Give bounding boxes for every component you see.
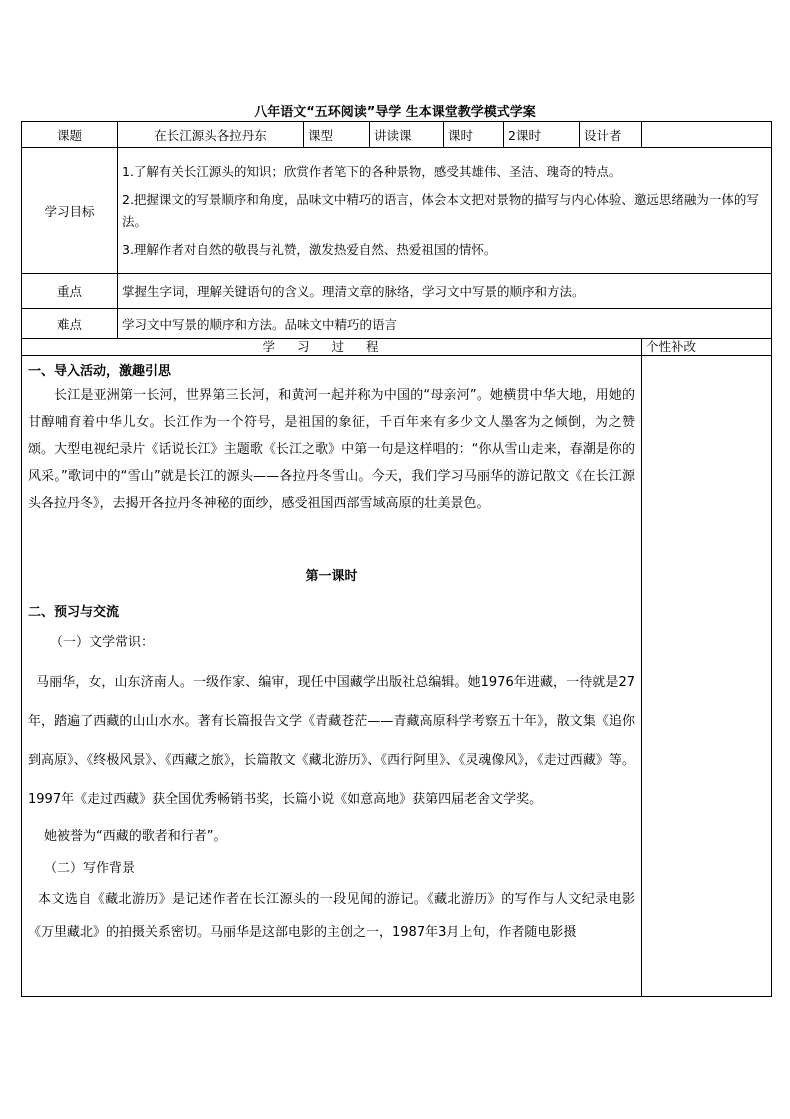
goals-cell: [118, 148, 772, 274]
process-content-row: [22, 356, 772, 997]
topic-label: 课题: [22, 122, 118, 148]
subsection-title: （一）文学常识：: [50, 635, 155, 650]
process-header-row: [22, 339, 772, 356]
goal-item: 3.理解作者对自然的敬畏与礼赞，激发热爱自然、热爱祖国的情怀。: [122, 241, 497, 257]
intro-paragraph: 长江是亚洲第一长河，世界第三长河，和黄河一起并称为中国的“母亲河”。她横贯中华大地，用她的甘醇哺育着中华儿女。长江作为一个符号，是祖国的象征，千百年来有多少文人墨客为之倾倒，为之赞颂。大型电视纪录片《话说长江》主题歌《长江之歌》中第一句是这样唱的：“你从雪山走来，春潮是你的风采。”歌词中的“雪山”就是长江的源头——各拉丹冬雪山。今天，我们学习马丽华的游记散文《在长江源头各拉丹冬》，去揭开各拉丹冬神秘的面纱，感受祖国西部雪域高原的壮美景色。: [28, 388, 635, 511]
goal-item: 2.把握课文的写景顺序和角度，品味文中精巧的语言，体会本文把对景物的描写与内心体验、邀远思绪融为一体的写法。: [122, 191, 759, 229]
hours-value: 2课时: [504, 122, 580, 148]
praise-line: 她被誉为“西藏的歌者和行者”。: [44, 829, 227, 844]
lesson-plan-table: [21, 121, 772, 997]
goal-item: 1.了解有关长江源头的知识；欣赏作者笔下的各种景物，感受其雄伟、圣洁、瑰奇的特点。: [122, 163, 622, 179]
header-row: [22, 122, 772, 148]
difficulty-row: [22, 309, 772, 339]
designer-label: 设计者: [580, 122, 642, 148]
goals-label: 学习目标: [22, 148, 118, 274]
background-paragraph: 本文选自《藏北游历》是记述作者在长江源头的一段见闻的游记。《藏北游历》的写作与人文纪录电影《万里藏北》的拍摄关系密切。马丽华是这部电影的主创之一，1987年3月上旬，作者随电影摄: [28, 892, 635, 940]
goals-row: [22, 148, 772, 274]
page-title: 八年语文“五环阅读”导学 生本课堂教学模式学案: [254, 105, 536, 120]
process-content: [22, 356, 642, 997]
difficulty-text: 学习文中写景的顺序和方法。品味文中精巧的语言: [118, 309, 772, 339]
designer-value: [642, 122, 772, 148]
topic-value: 在长江源头各拉丹东: [118, 122, 304, 148]
key-point-row: [22, 274, 772, 309]
author-paragraph: 马丽华，女，山东济南人。一级作家、编审，现任中国藏学出版社总编辑。她1976年进藏，一待就是27年，踏遍了西藏的山山水水。著有长篇报告文学《青藏苍茫——青藏高原科学考察五十年》，散文集《追你到高原》、《终极风景》、《西藏之旅》，长篇散文《藏北游历》、《西行阿里》、《灵魂像风》，《走过西藏》等。1997年《走过西藏》获全国优秀畅销书奖，长篇小说《如意高地》获第四届老舍文学奖。: [28, 675, 635, 807]
subsection-title: （二）写作背景: [44, 861, 136, 876]
section-title: 二、预习与交流: [28, 605, 120, 620]
process-header: 学习过程: [22, 339, 642, 356]
type-label: 课型: [304, 122, 370, 148]
hours-label: 课时: [444, 122, 504, 148]
section-title: 一、导入活动，激趣引思: [28, 364, 172, 379]
type-value: 讲读课: [370, 122, 444, 148]
remark-header: 个性补改: [642, 339, 772, 356]
key-point-text: 掌握生字词，理解关键语句的含义。理清文章的脉络，学习文中写景的顺序和方法。: [118, 274, 772, 309]
difficulty-label: 难点: [22, 309, 118, 339]
remark-column: [642, 356, 772, 997]
lesson-title: 第一课时: [305, 569, 358, 584]
key-point-label: 重点: [22, 274, 118, 309]
